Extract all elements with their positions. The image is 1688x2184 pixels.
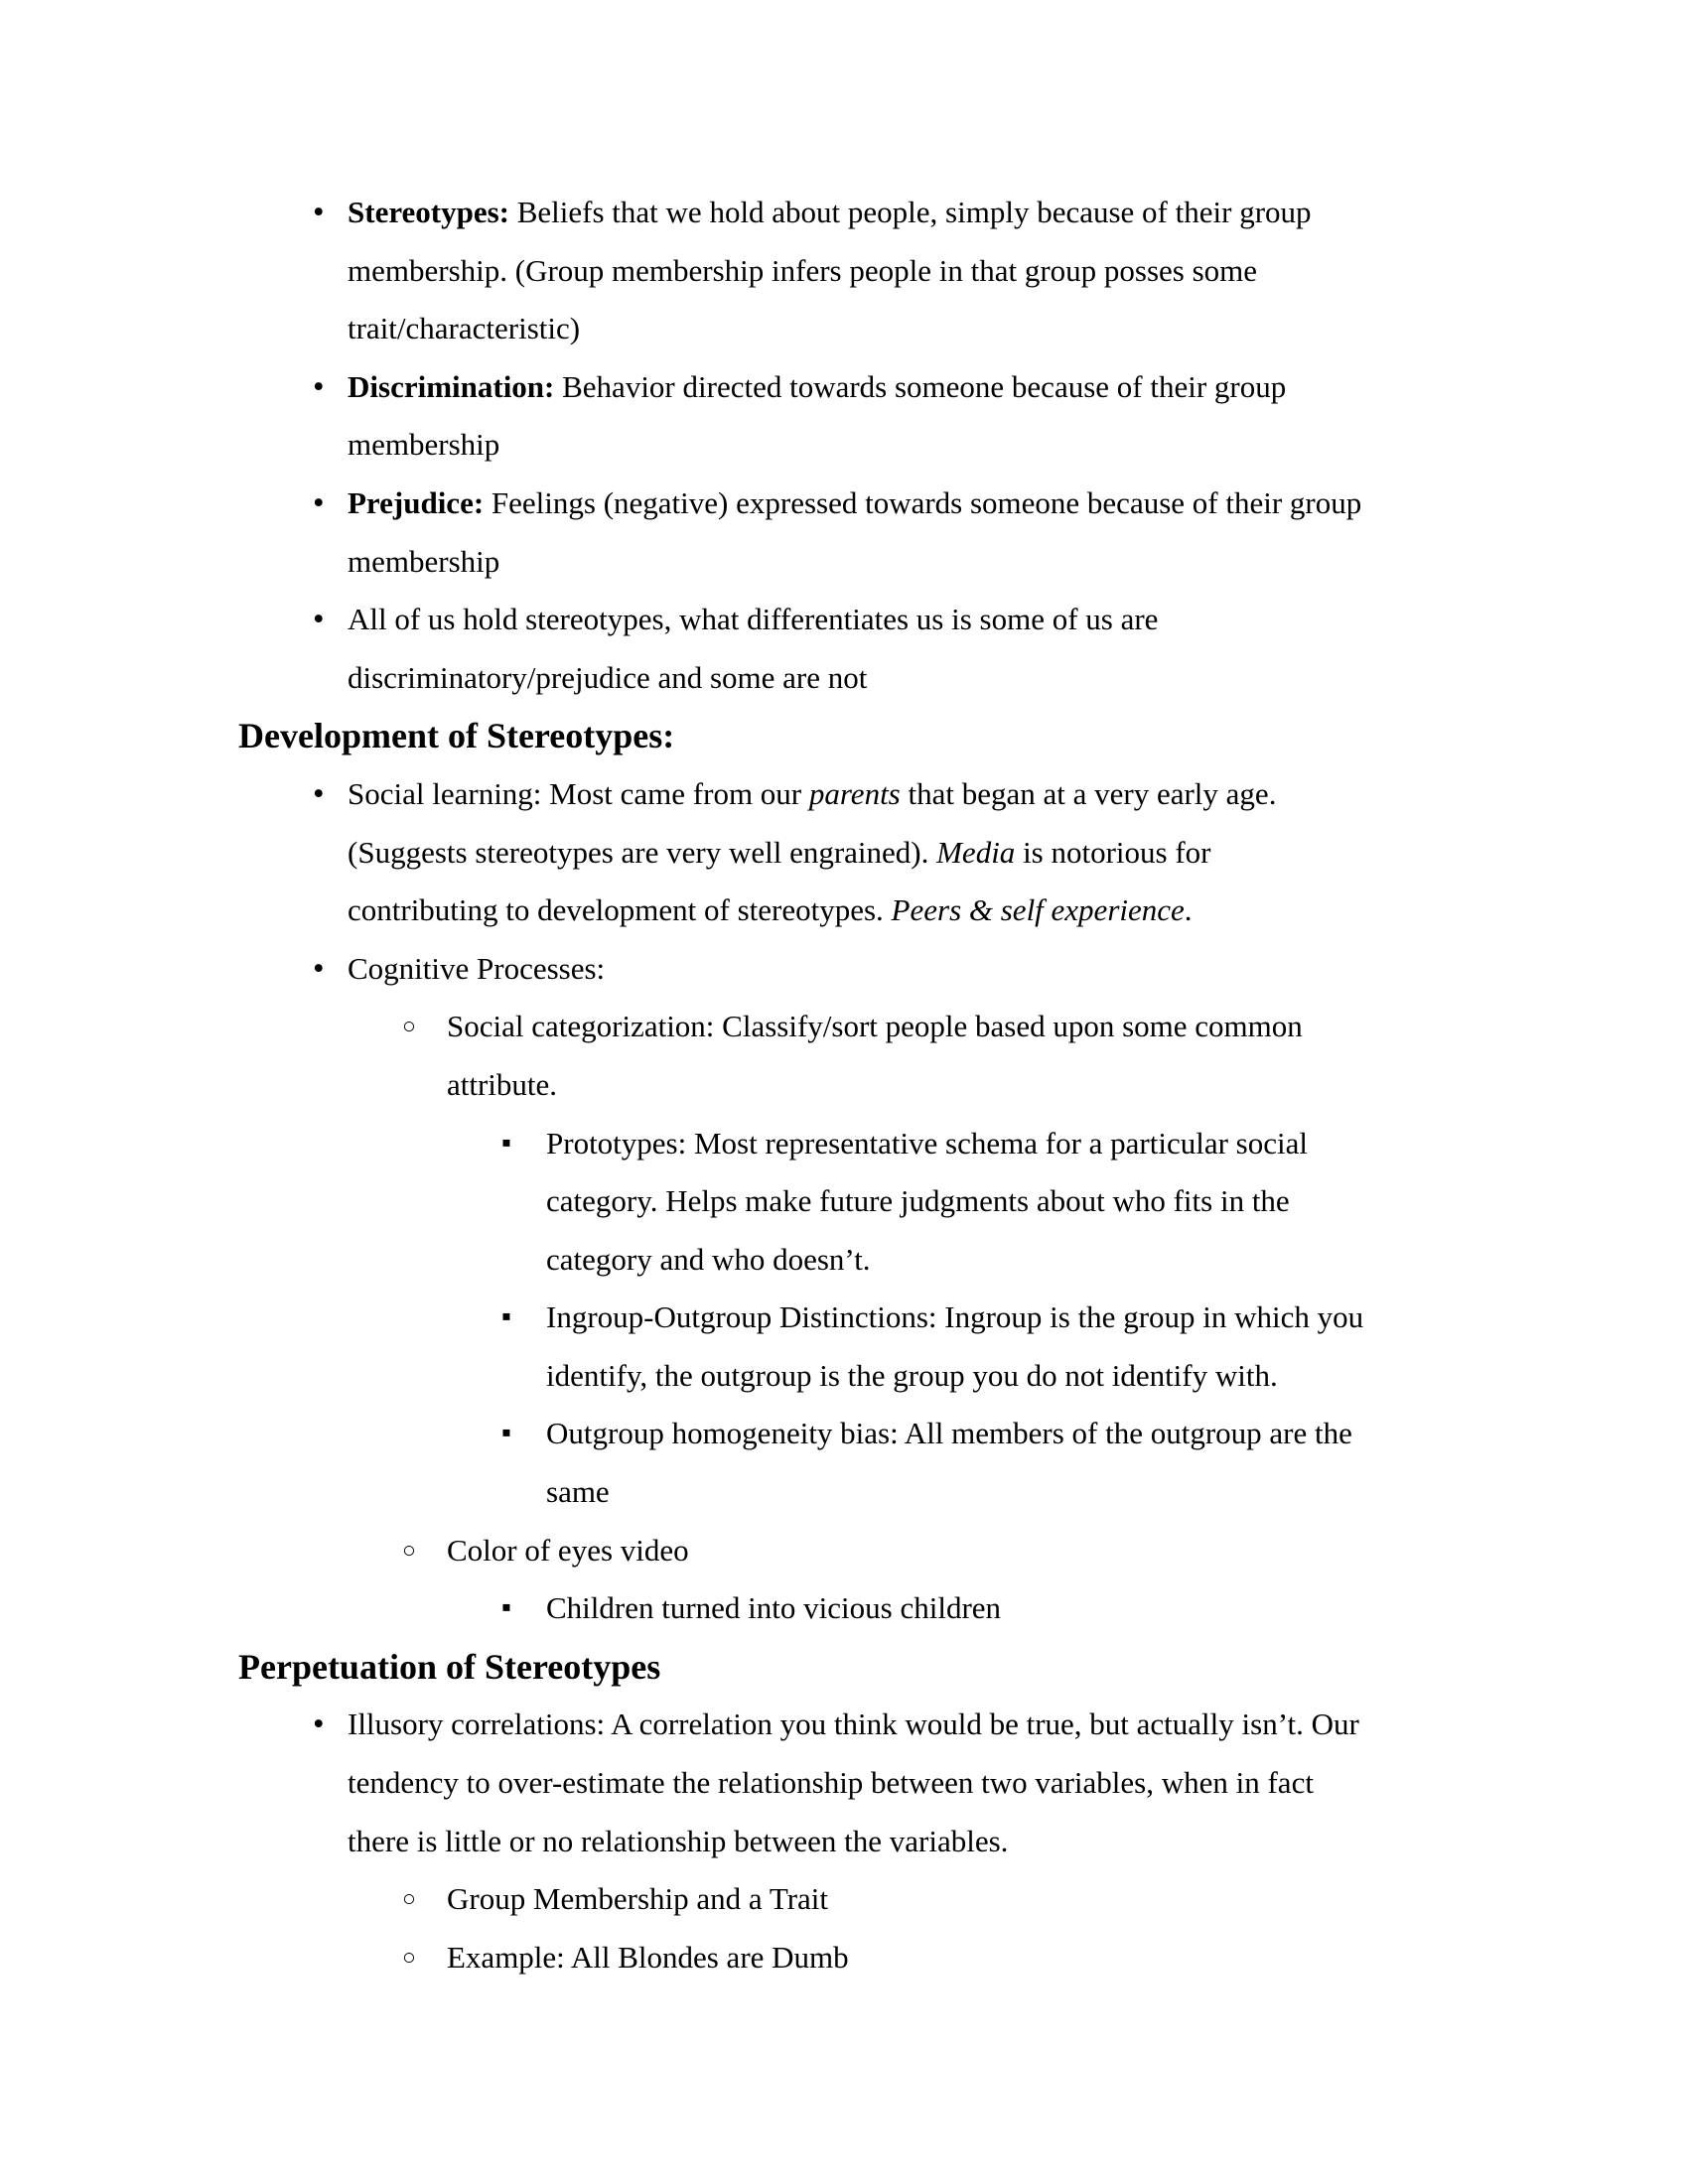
document-content	[238, 184, 1549, 1986]
item-text	[546, 1289, 1549, 1405]
text-line	[348, 1754, 1549, 1813]
text-line	[348, 475, 1549, 533]
item-text	[348, 475, 1549, 591]
item-text	[348, 1696, 1549, 1870]
bullet-square-icon: ▪	[501, 1301, 511, 1333]
bullet-disc-icon: •	[313, 195, 325, 230]
item-text	[546, 1405, 1549, 1521]
italic-term: Media	[936, 834, 1016, 870]
bullet-circle-icon: ○	[402, 1886, 416, 1912]
text-line	[348, 824, 1549, 883]
text-line	[238, 1638, 1549, 1697]
text-line	[546, 1231, 1549, 1290]
text-line	[348, 416, 1549, 475]
bullet-disc-icon: •	[313, 950, 325, 987]
text-run: trait/characteristic)	[348, 311, 581, 346]
text-line	[447, 1522, 1549, 1580]
text-line	[348, 533, 1549, 592]
text-run: Social learning: Most came from our	[348, 775, 809, 811]
bullet-list-item	[238, 1115, 1549, 1290]
item-text	[447, 998, 1549, 1114]
text-line	[348, 184, 1549, 242]
bullet-disc-icon: •	[313, 775, 325, 812]
text-line	[546, 1347, 1549, 1406]
text-run: Group Membership and a Trait	[447, 1881, 829, 1917]
item-text	[348, 358, 1549, 475]
bullet-circle-icon: ○	[402, 1537, 416, 1563]
bullet-list-item	[238, 940, 1549, 999]
text-line	[238, 707, 1549, 765]
item-text	[546, 1115, 1549, 1290]
text-line	[546, 1115, 1549, 1173]
bullet-circle-icon: ○	[402, 1014, 416, 1039]
text-line	[447, 1929, 1549, 1987]
text-line	[447, 1870, 1549, 1929]
text-run: Feelings (negative) expressed towards someone because of their group	[484, 484, 1362, 520]
item-text	[447, 1929, 1549, 1987]
text-run: Behavior directed towards someone because of their group	[554, 368, 1287, 404]
text-run: Outgroup homogeneity bias: All members of the outgroup are the	[546, 1416, 1352, 1451]
text-line	[546, 1463, 1549, 1522]
bullet-list-item	[238, 591, 1549, 707]
bullet-circle-icon: ○	[402, 1944, 416, 1970]
bullet-list-item	[238, 475, 1549, 591]
text-line	[447, 998, 1549, 1056]
item-text	[348, 184, 1549, 358]
text-run: Color of eyes video	[447, 1532, 689, 1568]
text-run: .	[1184, 892, 1193, 928]
text-line	[348, 591, 1549, 649]
text-run: discriminatory/prejudice and some are not	[348, 659, 868, 695]
bullet-list-item	[238, 1522, 1549, 1580]
text-line	[348, 242, 1549, 301]
text-line	[348, 882, 1549, 940]
bullet-list-item	[238, 1929, 1549, 1987]
text-run: Illusory correlations: A correlation you think would be true, but actually isn’t. Our	[348, 1706, 1359, 1742]
text-line	[546, 1579, 1549, 1638]
text-line	[546, 1405, 1549, 1463]
text-line	[348, 1813, 1549, 1871]
text-line	[348, 358, 1549, 417]
text-run: Children turned into vicious children	[546, 1590, 1002, 1626]
item-text	[348, 765, 1549, 940]
section-heading	[238, 1638, 1549, 1697]
bullet-list-item	[238, 1289, 1549, 1405]
bullet-list-item	[238, 184, 1549, 358]
text-run: that began at a very early age.	[908, 775, 1277, 811]
bold-term: Discrimination:	[348, 368, 555, 404]
text-run: category and who doesn’t.	[546, 1241, 871, 1277]
italic-term: Peers & self experience	[891, 892, 1185, 928]
item-text	[348, 591, 1549, 707]
item-text	[546, 1579, 1549, 1638]
text-run: Ingroup-Outgroup Distinctions: Ingroup is the group in which you	[546, 1299, 1364, 1335]
italic-term: parents	[808, 775, 909, 811]
text-run: membership	[348, 543, 500, 579]
text-run: same	[546, 1474, 610, 1510]
text-run: All of us hold stereotypes, what differentiates us is some of us are	[348, 602, 1159, 637]
heading-text: Development of Stereotypes:	[238, 716, 675, 756]
bullet-disc-icon: •	[313, 1706, 325, 1743]
bullet-list-item	[238, 998, 1549, 1114]
text-run: membership	[348, 427, 500, 463]
text-line	[546, 1172, 1549, 1231]
section-heading	[238, 707, 1549, 765]
item-text	[447, 1870, 1549, 1929]
text-run: (Suggests stereotypes are very well engrained).	[348, 834, 937, 870]
text-run: category. Helps make future judgments about who fits in the	[546, 1183, 1290, 1219]
text-run: Example: All Blondes are Dumb	[447, 1939, 849, 1975]
bullet-square-icon: ▪	[501, 1592, 511, 1624]
bullet-list-item	[238, 1579, 1549, 1638]
text-run: Social categorization: Classify/sort people based upon some common	[447, 1009, 1303, 1044]
bullet-list-item	[238, 1696, 1549, 1870]
text-line	[447, 1056, 1549, 1115]
text-run: tendency to over-estimate the relationship between two variables, when in fact	[348, 1765, 1314, 1801]
item-text	[447, 1522, 1549, 1580]
text-run: Beliefs that we hold about people, simply because of their group	[509, 195, 1312, 229]
bullet-square-icon: ▪	[501, 1127, 511, 1159]
bullet-disc-icon: •	[313, 602, 325, 638]
text-run: membership. (Group membership infers people in that group posses some	[348, 252, 1258, 288]
bullet-disc-icon: •	[313, 484, 325, 521]
text-run: is notorious for	[1015, 834, 1211, 870]
bold-term: Prejudice:	[348, 484, 485, 520]
bullet-square-icon: ▪	[501, 1418, 511, 1449]
text-run: identify, the outgroup is the group you do not identify with.	[546, 1357, 1278, 1393]
item-text	[348, 940, 1549, 999]
bullet-list-item	[238, 1405, 1549, 1521]
text-run: attribute.	[447, 1066, 558, 1102]
bullet-disc-icon: •	[313, 368, 325, 405]
text-line	[348, 300, 1549, 358]
text-line	[348, 765, 1549, 824]
text-run: Prototypes: Most representative schema for a particular social	[546, 1125, 1308, 1160]
text-run: Cognitive Processes:	[348, 950, 606, 986]
bold-term: Stereotypes:	[348, 195, 509, 229]
text-run: contributing to development of stereotypes.	[348, 892, 892, 928]
bullet-list-item	[238, 358, 1549, 475]
text-line	[348, 649, 1549, 708]
heading-text: Perpetuation of Stereotypes	[238, 1646, 661, 1687]
text-line	[546, 1289, 1549, 1347]
text-line	[348, 1696, 1549, 1754]
text-line	[348, 940, 1549, 999]
bullet-list-item	[238, 765, 1549, 940]
bullet-list-item	[238, 1870, 1549, 1929]
text-run: there is little or no relationship between the variables.	[348, 1823, 1009, 1858]
